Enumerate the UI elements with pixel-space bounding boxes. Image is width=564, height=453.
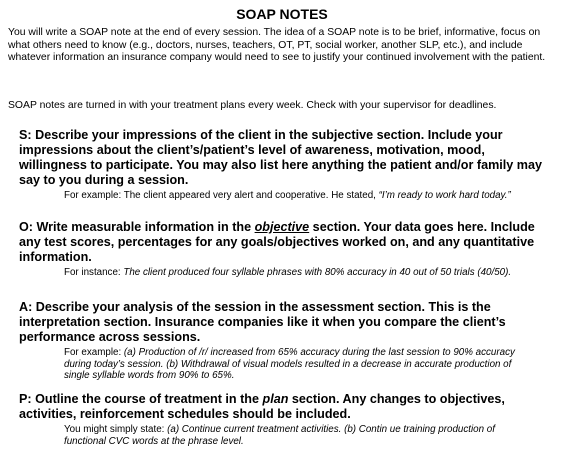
plan-example-lead: You might simply state: (64, 424, 168, 435)
objective-example (64, 267, 534, 279)
plan-heading-pre: P: Outline the course of treatment in the (19, 392, 263, 406)
subjective-example-lead: For example: The client appeared very alert and cooperative. He stated, (64, 190, 379, 201)
plan-example-text: (a) Continue current treatment activities. (b) Contin ue training production of functional CVC words at the phrase level. (64, 424, 495, 447)
objective-heading-post: section. Your data goes here. Include any test scores, percentages for any goals/objectives worked on, and any quantitative information. (19, 220, 535, 264)
assessment-example-text: (a) Production of /r/ increased from 65% accuracy during the last session to 90% accuracy during today’s session. (b) Withdrawal of visual models resulted in a decrease in accurate production of single syllable words from 90% to 65%. (64, 347, 515, 381)
plan-example (64, 424, 534, 447)
plan-section (19, 392, 549, 447)
assessment-example (64, 347, 534, 382)
objective-section (19, 220, 549, 279)
objective-heading (19, 220, 549, 265)
objective-heading-pre: O: Write measurable information in the (19, 220, 255, 234)
plan-heading-post: section. Any changes to objectives, activities, reinforcement schedules should be included. (19, 392, 505, 421)
subjective-example (64, 190, 534, 202)
objective-example-lead: For instance: (64, 267, 124, 278)
assessment-section (19, 300, 549, 382)
plan-heading-emphasis: plan (262, 392, 289, 406)
intro-paragraph: You will write a SOAP note at the end of every session. The idea of a SOAP note is to be brief, informative, focus on what others need to know (e.g., doctors, nurses, teachers, OT, PT, social worker, another SLP, etc.), and include whatever information an insurance company would need to see to justify your continued involvement with the patient. (8, 27, 546, 64)
plan-heading (19, 392, 549, 422)
assessment-example-lead: For example: (64, 347, 124, 358)
deadline-note: SOAP notes are turned in with your treatment plans every week. Check with your supervisor for deadlines. (8, 100, 497, 111)
objective-example-text: The client produced four syllable phrases with 80% accuracy in 40 out of 50 trials (40/50). (123, 267, 512, 278)
subjective-section (19, 128, 549, 202)
subjective-example-quote: “I’m ready to work hard today.” (378, 190, 511, 201)
objective-heading-emphasis: objective (254, 220, 310, 234)
assessment-heading: A: Describe your analysis of the session in the assessment section. This is the interpretation section. Insurance companies like it when you compare the client’s performance across sessions. (19, 300, 506, 344)
page-title: SOAP NOTES (236, 6, 328, 22)
subjective-heading: S: Describe your impressions of the client in the subjective section. Include your impressions about the client’s/patient’s level of awareness, motivation, mood, willingness to participate. You may also list here anything the patient and/or family may say to you during a session. (19, 128, 542, 187)
